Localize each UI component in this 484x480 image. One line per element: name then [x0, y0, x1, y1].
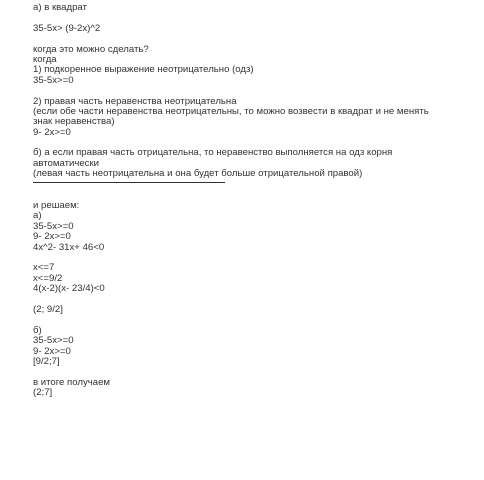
blank-line: [33, 295, 478, 305]
text-line: когда: [33, 53, 57, 65]
text-line: 9- 2x>=0: [33, 345, 71, 357]
text-line: x<=9/2: [33, 272, 63, 284]
text-line: и решаем:: [33, 200, 80, 212]
blank-line: [33, 34, 478, 44]
text-line: 35-5x>=0: [33, 74, 74, 86]
blank-line: [33, 86, 478, 96]
text-line: знак неравенства): [33, 116, 115, 128]
text-line: [9/2;7]: [33, 355, 60, 367]
text-line: автоматически: [33, 157, 100, 169]
text-line: 4x^2- 31x+ 46<0: [33, 241, 105, 253]
text-line: а): [33, 210, 42, 222]
text-line: (если обе части неравенства неотрицательны, то можно возвести в квадрат и не менять: [33, 105, 429, 117]
text-line: x<=7: [33, 262, 55, 274]
horizontal-rule: [33, 182, 225, 183]
text-line: б): [33, 324, 42, 336]
text-line: 9- 2x>=0: [33, 231, 71, 243]
blank-line: [33, 191, 478, 201]
text-line: 9- 2x>=0: [33, 126, 71, 138]
text-line: б) а если правая часть отрицательна, то неравенство выполняется на одз корня: [33, 147, 393, 159]
solution-text: [33, 3, 478, 398]
text-line: а) в квадрат: [33, 2, 87, 13]
text-line: 35-5x>=0: [33, 220, 74, 232]
text-line: (левая часть неотрицательна и она будет больше отрицательной правой): [33, 168, 363, 180]
text-line: 35-5x>=0: [33, 335, 74, 347]
text-line: (2;7]: [33, 387, 53, 399]
text-line: 2) правая часть неравенства неотрицательна: [33, 95, 237, 107]
text-line: 4(x-2)(x- 23/4)<0: [33, 283, 105, 295]
text-line: 35-5x> (9-2x)^2: [33, 22, 101, 34]
blank-line: [33, 315, 478, 325]
text-line: в итоге получаем: [33, 376, 111, 388]
text-line: когда это можно сделать?: [33, 43, 149, 55]
text-line: (2; 9/2]: [33, 303, 63, 315]
blank-line: [33, 253, 478, 263]
text-line: 1) подкоренное выражение неотрицательно (одз): [33, 64, 254, 76]
